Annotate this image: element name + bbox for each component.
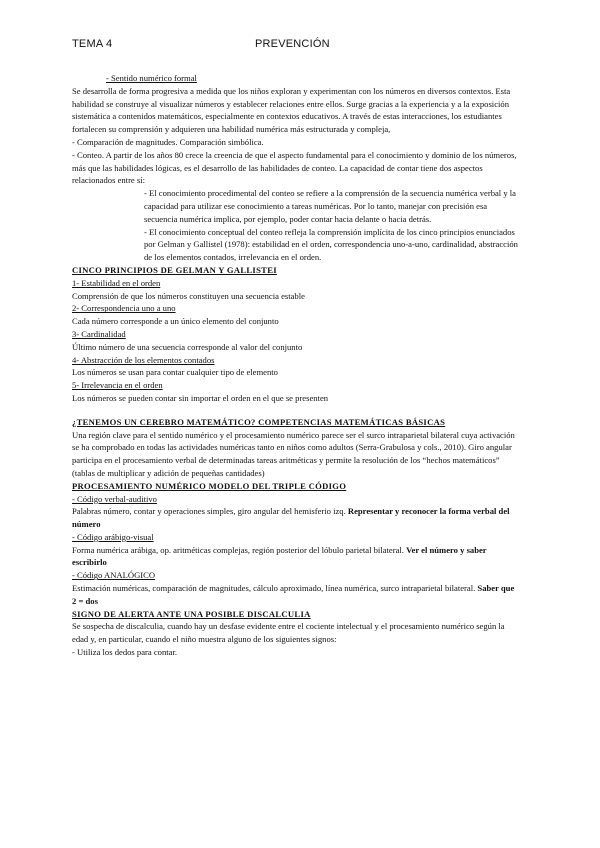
- paragraph: Una región clave para el sentido numérico y el procesamiento numérico parece ser el surco intraparietal bilateral cuya activación se ha comprobado en todas las actividades numéricas tanto en niños como adultos (Serra-Grabulosa y cols., 2010). Giro angular participa en el procesamiento verbal de determinadas tareas aritméticas y permite la resolución de los “hechos matemáticos” (tablas de multiplicar y adición de pequeñas cantidades): [72, 429, 515, 478]
- code-name: - Código arábigo-visual: [72, 531, 154, 542]
- bullet: - Conteo. A partir de los años 80 crece la creencia de que el aspecto fundamental para el conocimiento y dominio de los números, más que las habilidades lógicas, es el desarrollo de las habilidades de conteo. La capacidad de contar tiene dos aspectos relacionados entre sí:: [72, 149, 517, 186]
- section-title-numeric-sense: - Sentido numérico formal: [106, 73, 197, 83]
- indented-item: - El conocimiento procedimental del conteo se refiere a la comprensión de la secuencia numérica verbal y la capacidad para utilizar ese conocimiento a tareas numéricas. Por lo tanto, manejar con precisión esa secuencia numérica implica, por ejemplo, poder contar hacia delante o hacia detrás.: [144, 188, 516, 224]
- principle-desc: Cada número corresponde a un único elemento del conjunto: [72, 316, 279, 327]
- header-topic: TEMA 4: [72, 38, 113, 50]
- principle-name: 5- Irrelevancia en el orden: [72, 380, 163, 391]
- bullet: - Comparación de magnitudes. Comparación simbólica.: [72, 136, 264, 147]
- paragraph: Se desarrolla de forma progresiva a medida que los niños exploran y experimentan con los números en diversos contextos. Esta habilidad se construye al visualizar números y establecer relaciones entre ellos. Surge gracias a la experiencia y a la exposición sistemática a contenidos matemáticos, especialmente en contextos educativos. A través de estas interacciones, los estudiantes fortalecen su comprensión y adquieren una habilidad numérica más estructurada y compleja,: [72, 85, 511, 135]
- principle-desc: Los números se pueden contar sin importar el orden en el que se presenten: [72, 392, 329, 403]
- principle-name: 3- Cardinalidad: [72, 328, 126, 339]
- principle-desc: Último número de una secuencia corresponde al valor del conjunto: [72, 341, 303, 352]
- math-brain-heading: ¿TENEMOS UN CEREBRO MATEMÁTICO? COMPETENCIAS MATEMÁTICAS BÁSICAS: [72, 416, 446, 427]
- alert-heading: SIGNO DE ALERTA ANTE UNA POSIBLE DISCALCULIA: [72, 608, 311, 619]
- principle-name: 1- Estabilidad en el orden: [72, 277, 161, 288]
- code-desc: Estimación numéricas, comparación de magnitudes, cálculo aproximado, línea numérica, surco intraparietal bilateral. Saber que 2 = dos: [72, 583, 515, 606]
- principle-desc: Comprensión de que los números constituyen una secuencia estable: [72, 290, 305, 301]
- header-title: PREVENCIÓN: [255, 38, 330, 50]
- principle-name: 2- Correspondencia uno a uno: [72, 303, 176, 314]
- code-name: - Código verbal-auditivo: [72, 493, 157, 504]
- paragraph: Se sospecha de discalculia, cuando hay un desfase evidente entre el cociente intelectual y el procesamiento numérico según la edad y, en particular, cuando el niño muestra alguno de los siguientes signos:: [72, 621, 505, 645]
- code-desc: Palabras número, contar y operaciones simples, giro angular del hemisferio izq. Representar y reconocer la forma verbal del número: [72, 506, 510, 530]
- triple-code-heading: PROCESAMIENTO NUMÉRICO MODELO DEL TRIPLE CÓDIGO: [72, 480, 347, 491]
- code-desc: Forma numérica arábiga, op. aritméticas complejas, región posterior del lóbulo parietal bilateral. Ver el número y saber escribirlo: [72, 544, 487, 568]
- indented-item: - El conocimiento conceptual del conteo refleja la comprensión implícita de los cinco principios enunciados por Gelman y Gallistel (1978): estabilidad en el orden, correspondencia uno-a-uno, cardinalidad, abstracción de los elementos contados, irrelevancia en el orden.: [144, 226, 518, 263]
- bullet: - Utiliza los dedos para contar.: [72, 647, 178, 658]
- principles-heading: CINCO PRINCIPIOS DE GELMAN Y GALLISTEI: [72, 264, 277, 275]
- document-body: [72, 72, 520, 659]
- code-name: - Código ANALÓGICO: [72, 570, 156, 581]
- principle-desc: Los números se usan para contar cualquier tipo de elemento: [72, 367, 278, 378]
- principle-name: 4- Abstracción de los elementos contados: [72, 354, 215, 365]
